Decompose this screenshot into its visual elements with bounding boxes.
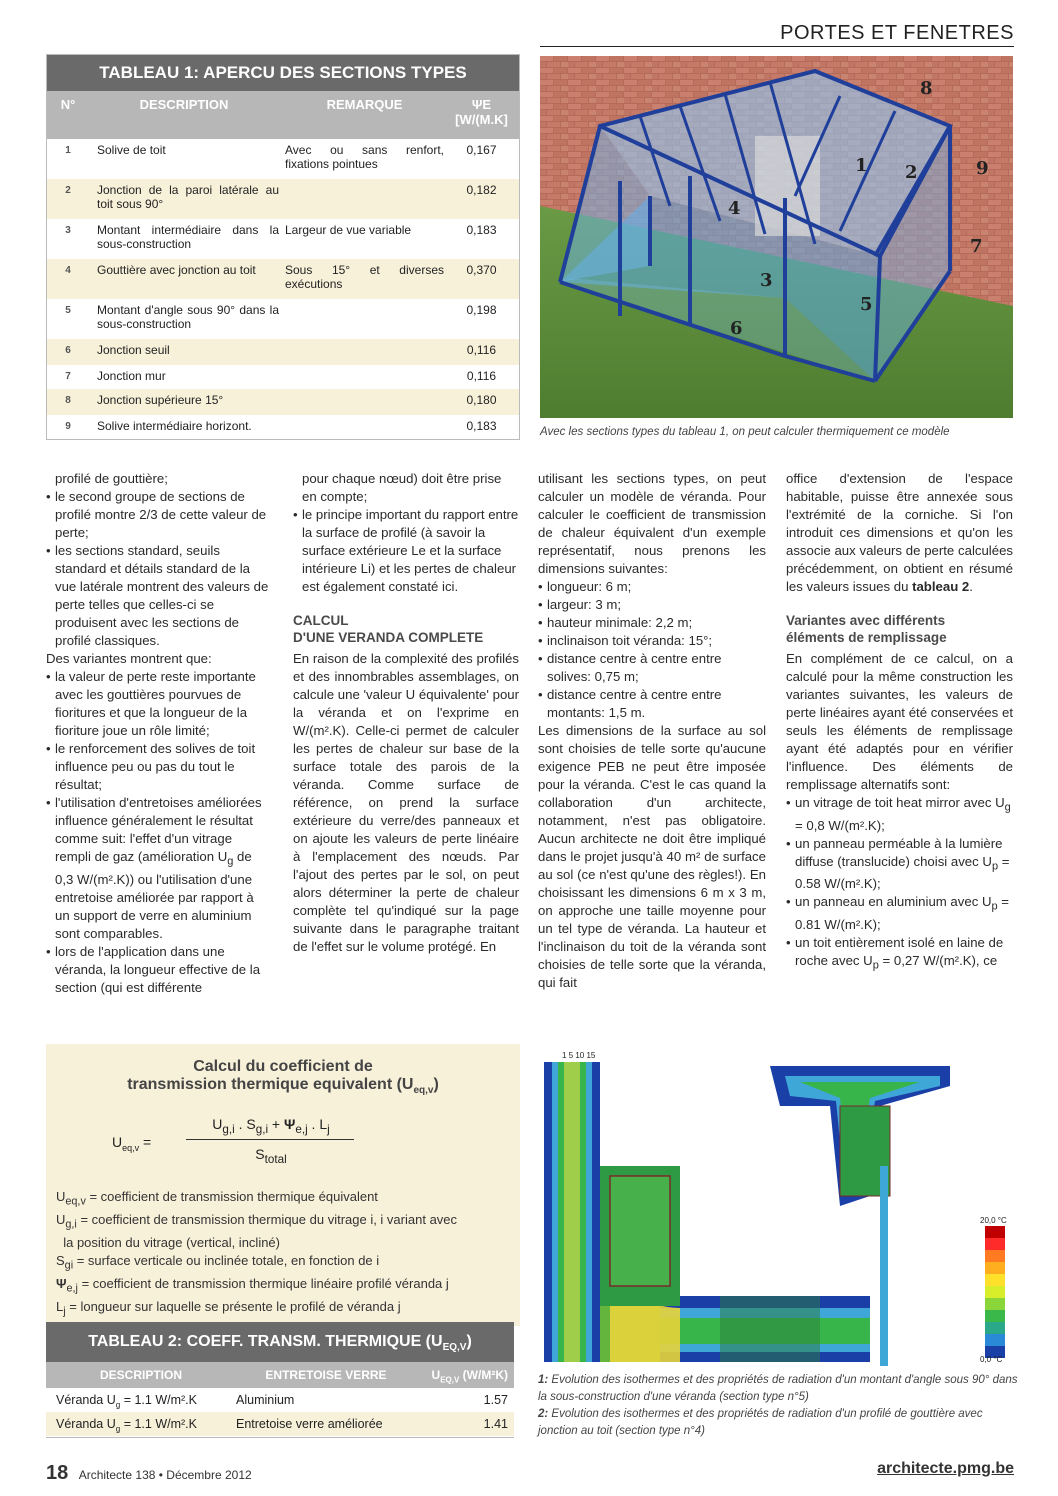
row-description: Montant d'angle sous 90° dans la sous-construction	[97, 303, 279, 331]
row-spacer: Entretoise verre améliorée	[236, 1417, 383, 1431]
section-rule	[540, 46, 1014, 47]
list-item: • un vitrage de toit heat mirror avec $U_g = 0,8$ W/(m².K);	[786, 794, 1013, 835]
figure-label-3: 3	[760, 270, 773, 291]
row-psi: 0,370	[466, 263, 497, 277]
col1-intro: profilé de gouttière;	[55, 471, 168, 486]
table-row	[47, 339, 519, 365]
list-item: • le second groupe de sections de profilé montre 2/3 de cette valeur de perte;	[46, 488, 270, 542]
formula	[46, 1100, 520, 1180]
table-row	[47, 139, 519, 179]
col3-paragraph: Les dimensions de la surface au sol sont choisies de telle sorte qu'aucune exigence PEB ne peut être imposée pour la véranda. C'est le cas quand la collaboration d'un architecte, notamment, n'est pas obligatoire. Aucun architecte ne doit être impliqué dans le projet jusqu'à 40 m² de surface au sol (ce n'est qu'une des règles!). En choisissant les dimensions 6 m x 3 m, on approche une taille moyenne pour un tel type de véranda. La hauteur et l'inclinaison du toit de la véranda sont choisies de telle sorte que la véranda, qui fait	[538, 723, 766, 990]
legend-line: $U_{g,i}$ = coefficient de transmission thermique du vitrage i, i variant avec la position du vitrage (vertical, incliné)	[56, 1212, 458, 1251]
row-description: Jonction seuil	[97, 343, 170, 357]
table-row	[47, 415, 519, 439]
list-item: • distance centre à centre entre montants: 1,5 m.	[538, 686, 766, 722]
row-description: Gouttière avec jonction au toit	[97, 263, 256, 277]
figure-label-8: 8	[920, 78, 933, 99]
table-row	[47, 219, 519, 259]
top-labels: 1 5 10 15	[562, 1051, 596, 1060]
row-value: 1.41	[483, 1417, 508, 1431]
row-remark: Sous 15° et diverses exécutions	[285, 263, 444, 291]
formula-box	[46, 1044, 520, 1326]
list-item: • longueur: 6 m;	[538, 578, 766, 596]
magazine-issue: Architecte 138 • Décembre 2012	[78, 1468, 252, 1482]
row-psi: 0,180	[466, 393, 497, 407]
col4-intro: office d'extension de l'espace habitable, puisse être annexée sous l'extrémité de la corniche. Si l'on introduit ces dimensions et qu'on les associe aux valeurs de perte calculées précédemment, on obtient en résumé les valeurs issues du tableau 2.	[786, 471, 1013, 594]
figure-1-caption: Avec les sections types du tableau 1, on peut calculer thermiquement ce modèle	[540, 426, 950, 438]
header-description: DESCRIPTION	[139, 97, 229, 112]
table-1	[46, 54, 520, 440]
table-2	[46, 1322, 514, 1438]
header-remark: REMARQUE	[326, 97, 403, 112]
table-1-body	[47, 139, 519, 439]
figure-label-6: 6	[730, 318, 743, 339]
col2-list	[293, 506, 519, 596]
col3-list	[538, 578, 766, 722]
table-row	[47, 259, 519, 299]
row-remark: Avec ou sans renfort, fixations pointues	[285, 143, 444, 171]
list-item: • la valeur de perte reste importante avec les gouttières pourvues de fioritures et que la longueur de la fioriture joue un rôle limité;	[46, 668, 270, 740]
table-2-body	[46, 1388, 514, 1436]
table-2-title: TABLEAU 2: COEFF. TRANSM. THERMIQUE $(U_{EQ,V})$	[46, 1322, 514, 1362]
row-psi: 0,183	[466, 223, 497, 237]
column-3	[538, 470, 766, 992]
table-row	[46, 1388, 514, 1412]
row-description: Solive intermédiaire horizont.	[97, 419, 252, 433]
scale-top-label: 20,0 °C	[980, 1216, 1007, 1225]
formula-fraction-bar	[186, 1139, 354, 1140]
table-row	[47, 389, 519, 415]
table-row	[47, 299, 519, 339]
figure-label-2: 2	[905, 162, 918, 183]
row-remark	[279, 415, 444, 439]
list-item: • le renforcement des solives de toit influence peu ou pas du tout le résultat;	[46, 740, 270, 794]
row-psi: 0,167	[466, 143, 497, 157]
list-item: • hauteur minimale: 2,2 m;	[538, 614, 766, 632]
row-psi: 0,116	[466, 369, 497, 383]
row-number: 4	[65, 265, 71, 276]
row-description: Montant intermédiaire dans la sous-construction	[97, 223, 279, 251]
veranda-illustration	[540, 56, 1013, 418]
row-remark	[279, 339, 444, 365]
isotherm-illustration	[540, 1046, 1013, 1368]
table-row	[46, 1412, 514, 1436]
row-value: 1.57	[483, 1393, 508, 1407]
row-number: 6	[65, 345, 71, 356]
figure-label-5: 5	[860, 294, 873, 315]
col1-list-1	[46, 488, 270, 650]
list-item: • le principe important du rapport entre la surface de profilé (à savoir la surface extérieure Le et la surface intérieure Li) et les pertes de chaleur est également constaté ici.	[293, 506, 519, 596]
row-description: Jonction de la paroi latérale au toit sous 90°	[97, 183, 279, 211]
header-number: N°	[60, 97, 76, 112]
formula-denominator: $S_{total}$	[255, 1146, 287, 1166]
header-ueq: $U_{EQ,V}$ (W/M²K)	[431, 1368, 508, 1385]
row-number: 8	[65, 395, 71, 406]
table-row	[47, 179, 519, 219]
column-4	[786, 470, 1013, 975]
row-remark	[279, 179, 444, 219]
col4-heading: Variantes avec différents éléments de remplissage	[786, 613, 947, 645]
figure-label-7: 7	[970, 236, 983, 257]
col2-paragraph: En raison de la complexité des profilés et des innombrables assemblages, on calcule une 'valeur U équivalente' pour la véranda et on l'exprime en W/(m².K). Celle-ci permet de calculer les pertes de chaleur sur base de la surface totale des parois de la véranda. Comme surface de référence, on prend la surface extérieure du verre/des panneaux et on ajoute les valeurs de perte linéaire à l'emplacement des nœuds. Par l'ajout des pertes par le sol, on peut alors déterminer la perte de chaleur complète tel qu'indiqué sur la page suivante dans le paragraphe traitant de l'effet sur le volume protégé. En	[293, 651, 519, 954]
col4-list	[786, 794, 1013, 975]
row-spacer: Aluminium	[236, 1393, 295, 1407]
list-item: • inclinaison toit véranda: 15°;	[538, 632, 766, 650]
legend-line: $U_{eq,v}$ = coefficient de transmission thermique équivalent	[56, 1189, 378, 1208]
legend-line: $\Psi_{e,j}$ = coefficient de transmission thermique linéaire profilé véranda j	[56, 1275, 449, 1295]
list-item: • un panneau en aluminium avec $U_p = 0.81$ W/(m².K);	[786, 893, 1013, 934]
formula-lhs: $U_{eq,v}$ =	[112, 1134, 152, 1153]
column-2	[293, 470, 519, 956]
section-title: PORTES ET FENETRES	[780, 22, 1014, 44]
scale-bottom-label: 0,0 °C	[980, 1355, 1003, 1364]
col1-list-2	[46, 668, 270, 997]
row-remark	[279, 365, 444, 389]
header-psi: ΨE [W/(M.K]	[455, 97, 508, 127]
row-psi: 0,116	[466, 343, 497, 357]
legend-line: $S_{gi}$ = surface verticale ou inclinée totale, en fonction de i	[56, 1252, 380, 1272]
figure-label-1: 1	[855, 155, 868, 176]
legend-line: $L_j$ = longueur sur laquelle se présente le profilé de véranda j	[56, 1299, 401, 1318]
row-number: 2	[65, 185, 71, 196]
row-psi: 0,182	[466, 183, 497, 197]
row-psi: 0,183	[466, 419, 497, 433]
header-spacer: ENTRETOISE VERRE	[265, 1368, 387, 1382]
table-row	[47, 365, 519, 389]
page-number: 18	[46, 1462, 69, 1484]
formula-numerator: $U_{g,i}$ . $S_{g,i} + \Psi_{e,j}$ . $L_j$	[212, 1116, 330, 1136]
formula-title: Calcul du coefficient de transmission thermique equivalent $(U_{eq,v})$	[127, 1058, 439, 1097]
list-item: • un toit entièrement isolé en laine de roche avec $U_p = 0,27$ W/(m².K), ce	[786, 934, 1013, 975]
col3-intro: utilisant les sections types, on peut calculer un modèle de véranda. Pour calculer le coefficient de transmission de chaleur équivalent d'un exemple représentatif, nous prenons les dimensions suivantes:	[538, 471, 766, 576]
col2-heading: CALCUL D'UNE VERANDA COMPLETE	[293, 613, 484, 645]
list-item: • largeur: 3 m;	[538, 596, 766, 614]
row-description: Jonction mur	[97, 369, 166, 383]
column-1	[46, 470, 270, 997]
figure-2-caption: 1: Evolution des isothermes et des propriétés de radiation d'un montant d'angle sous 90° dans la sous-construction d'une véranda (section type n°5) 2: Evolution des isothermes et des propriétés de radiation d'un profilé de gouttière avec jonction au toit (section type n°4)	[538, 1374, 1018, 1437]
list-item: • les sections standard, seuils standard et détails standard de la vue latérale montrent des valeurs de perte telles que celles-ci se produisent avec les sections de profilé classiques.	[46, 542, 270, 650]
table-1-title: TABLEAU 1: APERCU DES SECTIONS TYPES	[47, 55, 519, 91]
col4-paragraph: En complément de ce calcul, on a calculé pour la même construction les variantes suivantes, les valeurs de perte linéaires ayant été conservées et seuls les éléments de remplissage ayant été adaptés pour en vérifier l'influence. Des éléments de remplissage alternatifs sont:	[786, 651, 1013, 792]
row-number: 1	[65, 145, 71, 156]
row-description: Jonction supérieure 15°	[97, 393, 224, 407]
row-description: Solive de toit	[97, 143, 166, 157]
row-description: Véranda $U_g = 1.1$ W/m².K	[56, 1417, 197, 1434]
footer-left	[46, 1462, 252, 1485]
table-1-header	[47, 91, 519, 139]
footer-url[interactable]: architecte.pmg.be	[877, 1460, 1014, 1477]
figure-label-4: 4	[728, 198, 741, 219]
row-number: 9	[65, 421, 71, 432]
row-number: 7	[65, 371, 71, 382]
figure-label-9: 9	[976, 158, 989, 179]
list-item: • lors de l'application dans une véranda, la longueur effective de la section (qui est différente	[46, 943, 270, 997]
list-item: • l'utilisation d'entretoises améliorées influence généralement le résultat comme suit: l'effet d'un vitrage rempli de gaz (amélioration $U_g$ de 0,3 W/(m².K)) ou l'utilisation d'une entretoise améliorée par rapport à un support de verre en aluminium sont comparables.	[46, 794, 270, 943]
row-remark	[279, 389, 444, 415]
formula-legend	[46, 1180, 520, 1344]
list-item: • un panneau perméable à la lumière diffuse (translucide) choisi avec $U_p = 0.58$ W/(m².K);	[786, 835, 1013, 894]
row-number: 3	[65, 225, 71, 236]
header-description: DESCRIPTION	[99, 1368, 182, 1382]
col1-paragraph: Des variantes montrent que:	[46, 651, 212, 666]
row-remark	[279, 299, 444, 339]
row-remark: Largeur de vue variable	[285, 223, 412, 237]
list-item: • distance centre à centre entre solives: 0,75 m;	[538, 650, 766, 686]
col2-intro: pour chaque nœud) doit être prise en compte;	[302, 471, 502, 504]
row-psi: 0,198	[466, 303, 497, 317]
table-2-header	[46, 1362, 514, 1388]
row-description: Véranda $U_g = 1.1$ W/m².K	[56, 1393, 197, 1410]
row-number: 5	[65, 305, 71, 316]
